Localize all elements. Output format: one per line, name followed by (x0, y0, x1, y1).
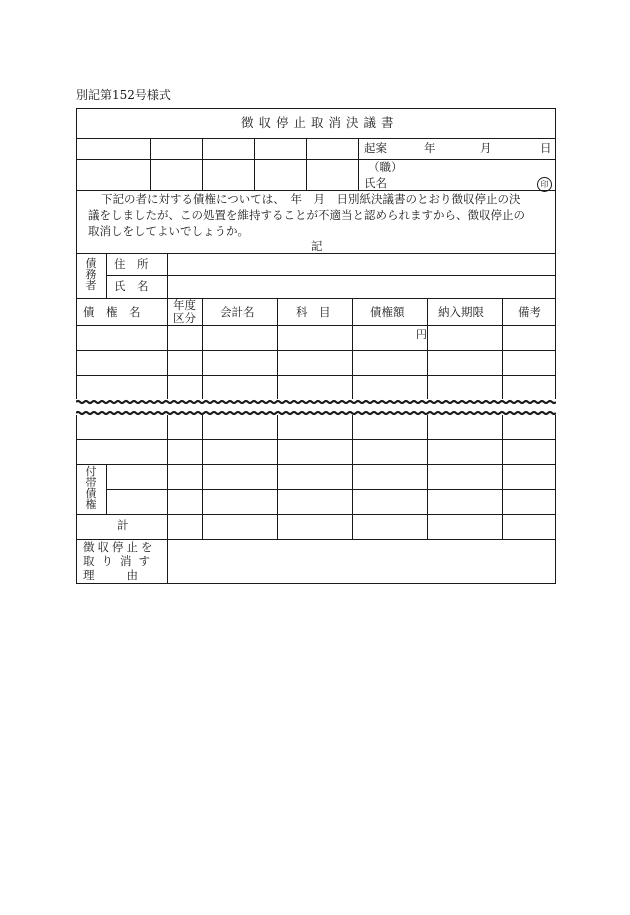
stamp-divider-3 (254, 138, 255, 190)
col-divider-4-upper (352, 298, 353, 399)
stamp-divider-2 (202, 138, 203, 190)
rule-statement-bottom (76, 253, 556, 254)
rule-address-bottom (106, 275, 556, 276)
debtor-field-divider (167, 253, 168, 298)
rule-row-2 (76, 375, 556, 376)
attached-label-divider (106, 464, 107, 514)
col-divider-6-lower (502, 415, 503, 539)
month-label: 月 (480, 141, 492, 155)
rule-attached-bottom (76, 514, 556, 515)
col-divider-2-lower (202, 415, 203, 539)
debtor-label: 債務者 (85, 257, 97, 292)
col-divider-5-upper (427, 298, 428, 399)
total-label: 計 (117, 518, 129, 532)
col-item: 科 目 (296, 305, 331, 319)
col-divider-5-lower (427, 415, 428, 539)
yen-unit: 円 (416, 328, 427, 341)
decision-form-frame (76, 108, 556, 584)
address-label: 住 所 (114, 257, 149, 271)
col-divider-1-lower (167, 415, 168, 584)
rule-title-bottom (76, 138, 556, 139)
day-label: 日 (540, 141, 552, 155)
rule-debtor-bottom (76, 298, 556, 299)
statement-line-1: 下記の者に対する債権については、 年 月 日別紙決議書のとおり徴収停止の決 (101, 192, 521, 206)
rule-header-bottom (76, 325, 556, 326)
shimei-label: 氏名 (364, 176, 387, 190)
reason-label-2: 取り消す (83, 554, 157, 568)
col-divider-4-lower (352, 415, 353, 539)
stamp-divider-1 (150, 138, 151, 190)
shoku-label: （職） (368, 160, 403, 174)
attached-claim-label: 付帯債権 (85, 465, 97, 511)
seal-mark: 印 (537, 177, 552, 192)
form-title: 徴収停止取消決議書 (241, 115, 399, 130)
col-fiscal-year-2: 区分 (173, 311, 196, 325)
kian-label: 起案 (364, 141, 387, 155)
col-remarks: 備考 (518, 305, 541, 319)
rule-row-1 (76, 350, 556, 351)
col-divider-3-upper (277, 298, 278, 399)
rule-row-3 (76, 439, 556, 440)
stamp-divider-4 (306, 138, 307, 190)
rule-stamp-row-bottom (76, 190, 556, 191)
col-account: 会計名 (220, 305, 255, 319)
col-divider-2-upper (202, 298, 203, 399)
stamp-divider-5 (358, 138, 359, 190)
reason-label-3: 理 由 (83, 568, 141, 582)
debtor-label-divider (106, 253, 107, 298)
col-amount: 債権額 (370, 305, 405, 319)
rule-stamp-row-mid (76, 159, 556, 160)
col-deadline: 納入期限 (438, 305, 484, 319)
form-number-label: 別記第152号様式 (76, 88, 171, 102)
col-fiscal-year-1: 年度 (173, 298, 196, 312)
year-label: 年 (424, 141, 436, 155)
col-divider-3-lower (277, 415, 278, 539)
omission-break-mark (76, 399, 556, 415)
name-label: 氏 名 (114, 279, 149, 293)
col-claim-name: 債 権 名 (83, 305, 141, 319)
ki-label: 記 (311, 239, 323, 253)
rule-attached-mid (106, 489, 556, 490)
statement-line-3: 取消しをしてよいでしょうか。 (88, 224, 249, 238)
rule-row-4 (76, 464, 556, 465)
statement-line-2: 議をしましたが、この処置を維持することが不適当と認められますから、徴収停止の (88, 208, 525, 222)
col-divider-6-upper (502, 298, 503, 399)
col-divider-1-upper (167, 298, 168, 399)
reason-label-1: 徴収停止を (83, 540, 156, 554)
